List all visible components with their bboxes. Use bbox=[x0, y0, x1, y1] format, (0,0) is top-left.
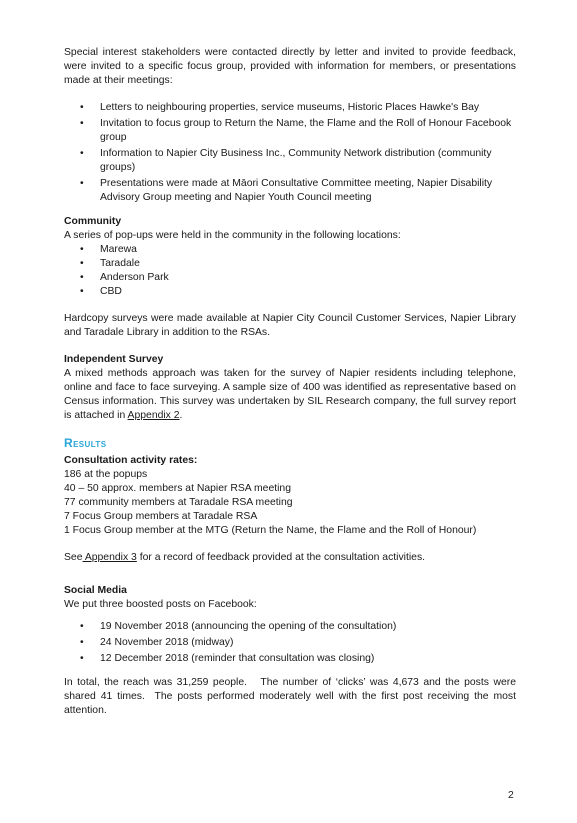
bullet-icon: • bbox=[80, 637, 84, 648]
survey-heading: Independent Survey bbox=[64, 354, 164, 365]
bullet-icon: • bbox=[80, 258, 84, 269]
list-item: • Information to Napier City Business Inc., Community Network distribution (community groups) bbox=[80, 148, 492, 173]
posts-list bbox=[64, 620, 516, 666]
appendix-2-link[interactable]: Appendix 2 bbox=[127, 410, 180, 421]
appendix-3-link[interactable]: Appendix 3 bbox=[82, 552, 137, 563]
community-intro: A series of pop-ups were held in the community in the following locations: bbox=[64, 230, 401, 241]
social-summary: In total, the reach was 31,259 people. The number of ‘clicks’ was 4,673 and the posts were shared 41 times. The posts performed moderately well with the first post receiving the most attention. bbox=[64, 677, 519, 716]
list-item: • Invitation to focus group to Return the Name, the Flame and the Roll of Honour Facebook group bbox=[80, 118, 512, 143]
hardcopy-paragraph: Hardcopy surveys were made available at Napier City Council Customer Services, Napier Library and Taradale Library in addition to the RSAs. bbox=[64, 313, 516, 338]
bullet-icon: • bbox=[80, 272, 84, 283]
rate-line: 7 Focus Group members at Taradale RSA bbox=[64, 511, 258, 522]
list-item: • Anderson Park bbox=[80, 272, 169, 283]
list-item: • Presentations were made at Māori Consultative Committee meeting, Napier Disability Advisory Group meeting and Napier Youth Council meeting bbox=[80, 178, 493, 203]
list-item: • Marewa bbox=[80, 244, 137, 255]
social-intro: We put three boosted posts on Facebook: bbox=[64, 599, 257, 610]
rates-list bbox=[64, 468, 516, 538]
rate-line: 186 at the popups bbox=[64, 469, 148, 480]
bullet-icon: • bbox=[80, 286, 84, 297]
intro-paragraph: Special interest stakeholders were contacted directly by letter and invited to provide feedback, were invited to a specific focus group, provided with information for members, or presentations made at their meetings: bbox=[64, 47, 516, 86]
bullet-icon: • bbox=[80, 244, 84, 255]
list-item: • Letters to neighbouring properties, service museums, Historic Places Hawke's Bay bbox=[80, 102, 480, 113]
see-appendix-paragraph: See Appendix 3 for a record of feedback provided at the consultation activities. bbox=[64, 552, 426, 563]
survey-paragraph: A mixed methods approach was taken for the survey of Napier residents including telephone, online and face to face surveying. A sample size of 400 was identified as representative based on Census information. This survey was undertaken by SIL Research company, the full survey report is attached in Appendix 2. bbox=[64, 368, 516, 421]
page-number: 2 bbox=[508, 790, 514, 801]
bullet-icon: • bbox=[80, 102, 84, 113]
results-heading: Results bbox=[64, 436, 107, 450]
list-item: • 19 November 2018 (announcing the opening of the consultation) bbox=[80, 621, 397, 632]
bullet-icon: • bbox=[80, 148, 84, 159]
bullet-icon: • bbox=[80, 118, 84, 129]
bullet-icon: • bbox=[80, 621, 84, 632]
list-item: • CBD bbox=[80, 286, 122, 297]
community-heading: Community bbox=[64, 216, 122, 227]
rate-line: 77 community members at Taradale RSA meeting bbox=[64, 497, 293, 508]
document-body bbox=[64, 46, 519, 718]
stakeholder-list bbox=[64, 101, 516, 205]
bullet-icon: • bbox=[80, 653, 84, 664]
rate-line: 40 – 50 approx. members at Napier RSA meeting bbox=[64, 483, 291, 494]
rates-subheading: Consultation activity rates: bbox=[64, 455, 198, 466]
rate-line: 1 Focus Group member at the MTG (Return the Name, the Flame and the Roll of Honour) bbox=[64, 525, 477, 536]
list-item: • 12 December 2018 (reminder that consultation was closing) bbox=[80, 653, 375, 664]
list-item: • 24 November 2018 (midway) bbox=[80, 637, 234, 648]
list-item: • Taradale bbox=[80, 258, 140, 269]
locations-list bbox=[64, 243, 516, 299]
social-heading: Social Media bbox=[64, 585, 127, 596]
bullet-icon: • bbox=[80, 178, 84, 189]
